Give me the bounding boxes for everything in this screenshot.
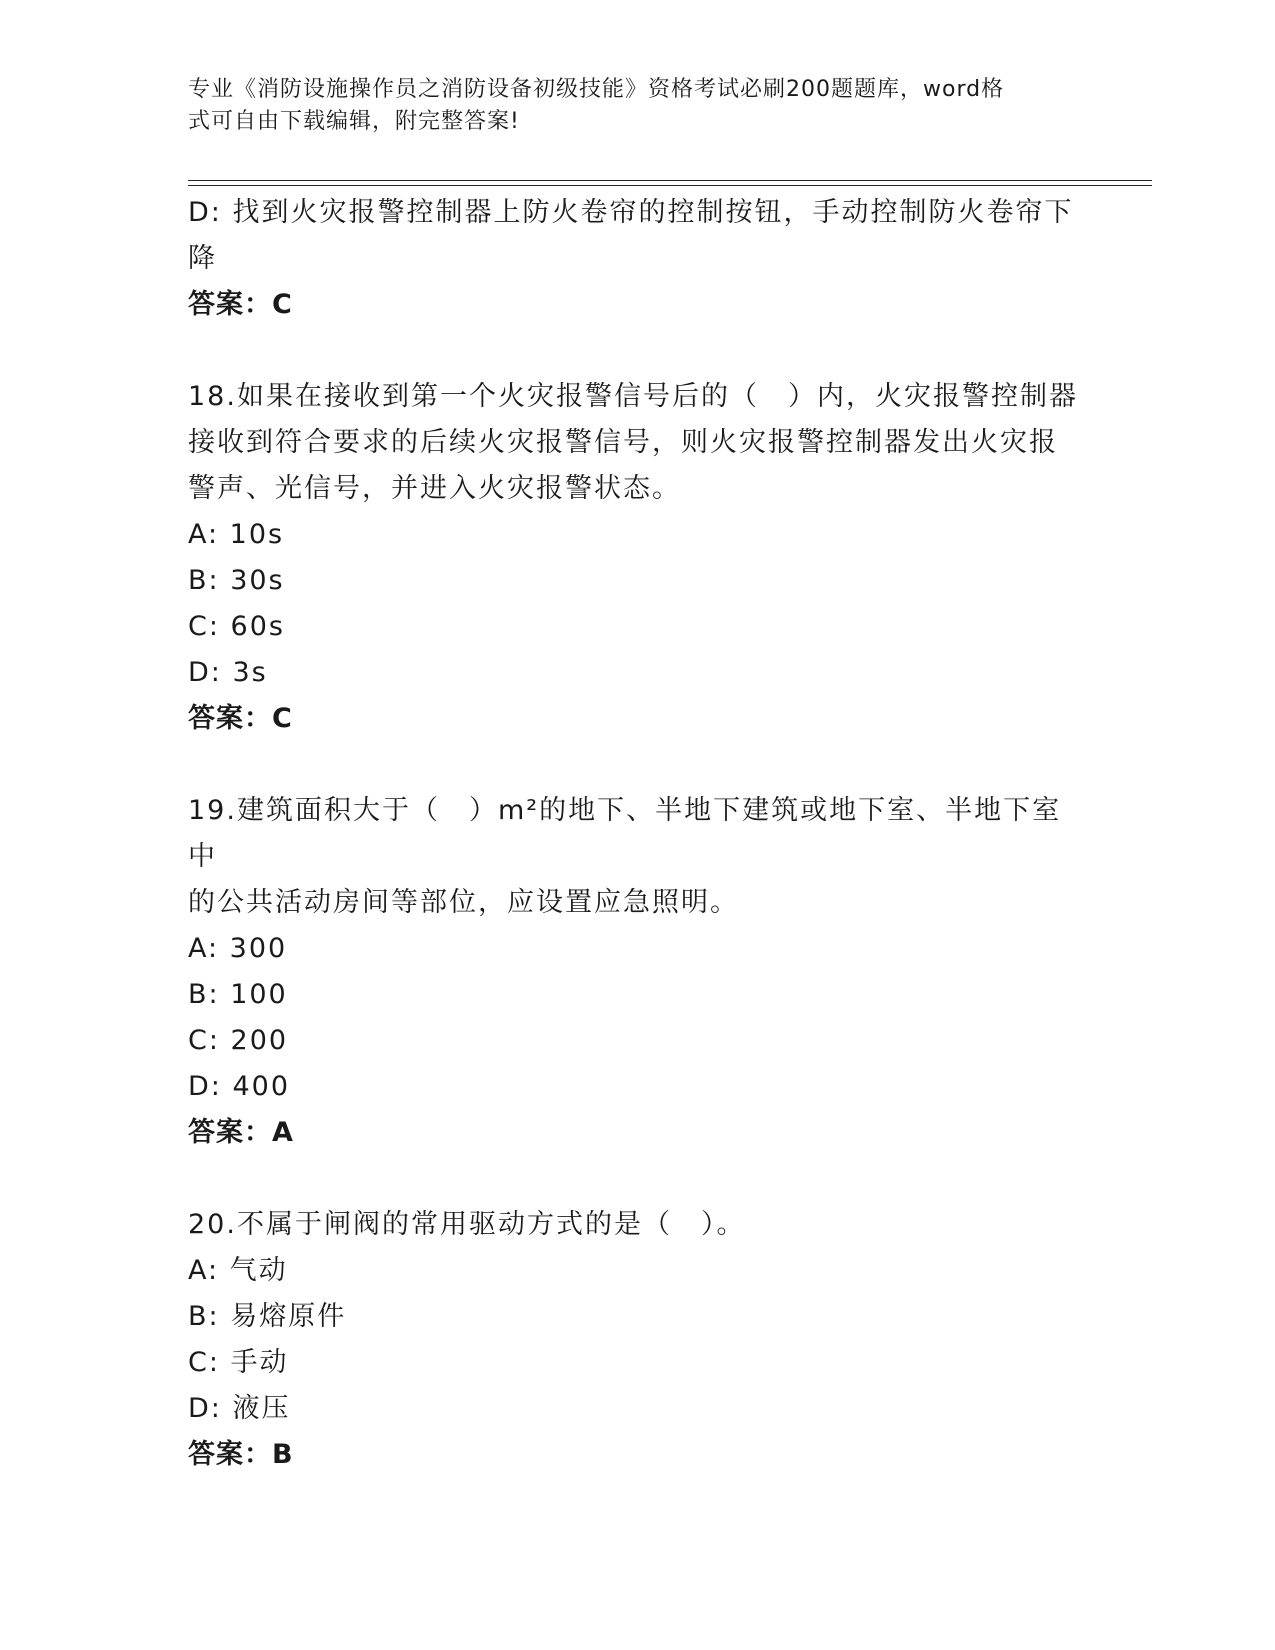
- header-line-1: 专业《消防设施操作员之消防设备初级技能》资格考试必刷200题题库，word格: [188, 77, 1005, 102]
- option-d: D: 液压: [188, 1393, 291, 1424]
- question-20: [188, 1202, 1088, 1478]
- document-body: [188, 190, 1088, 1478]
- option-b: B: 30s: [188, 565, 285, 596]
- question-17-continuation: [188, 190, 1088, 328]
- option-a: A: 300: [188, 933, 288, 964]
- document-header: [188, 74, 1068, 138]
- option-c: C: 手动: [188, 1347, 289, 1378]
- option-d-line-2: 降: [188, 243, 217, 274]
- header-line-2: 式可自由下载编辑，附完整答案!: [188, 109, 520, 134]
- option-c: C: 60s: [188, 611, 285, 642]
- spacer: [188, 742, 1088, 788]
- option-d-line-1: D: 找到火灾报警控制器上防火卷帘的控制按钮，手动控制防火卷帘下: [188, 197, 1074, 228]
- option-c: C: 200: [188, 1025, 289, 1056]
- spacer: [188, 328, 1088, 374]
- header-divider-bottom: [188, 185, 1152, 186]
- option-a: A: 气动: [188, 1255, 288, 1286]
- question-text-line: 接收到符合要求的后续火灾报警信号，则火灾报警控制器发出火灾报: [188, 427, 1058, 458]
- option-d: D: 3s: [188, 657, 268, 688]
- option-d: D: 400: [188, 1071, 291, 1102]
- answer-line: 答案：C: [188, 289, 293, 320]
- answer-line: 答案：A: [188, 1117, 294, 1148]
- question-text-line: 18.如果在接收到第一个火灾报警信号后的（ ）内，火灾报警控制器: [188, 381, 1078, 412]
- question-18: [188, 374, 1088, 742]
- question-text-line: 警声、光信号，并进入火灾报警状态。: [188, 473, 681, 504]
- header-divider-top: [188, 180, 1152, 181]
- option-b: B: 易熔原件: [188, 1301, 347, 1332]
- option-a: A: 10s: [188, 519, 285, 550]
- answer-line: 答案：C: [188, 703, 293, 734]
- question-19: [188, 788, 1088, 1156]
- option-b: B: 100: [188, 979, 288, 1010]
- spacer: [188, 1156, 1088, 1202]
- answer-line: 答案：B: [188, 1439, 294, 1470]
- question-text-line: 19.建筑面积大于（ ）m²的地下、半地下建筑或地下室、半地下室中: [188, 795, 1062, 872]
- question-text-line: 的公共活动房间等部位，应设置应急照明。: [188, 887, 739, 918]
- question-text-line: 20.不属于闸阀的常用驱动方式的是（ ）。: [188, 1209, 746, 1240]
